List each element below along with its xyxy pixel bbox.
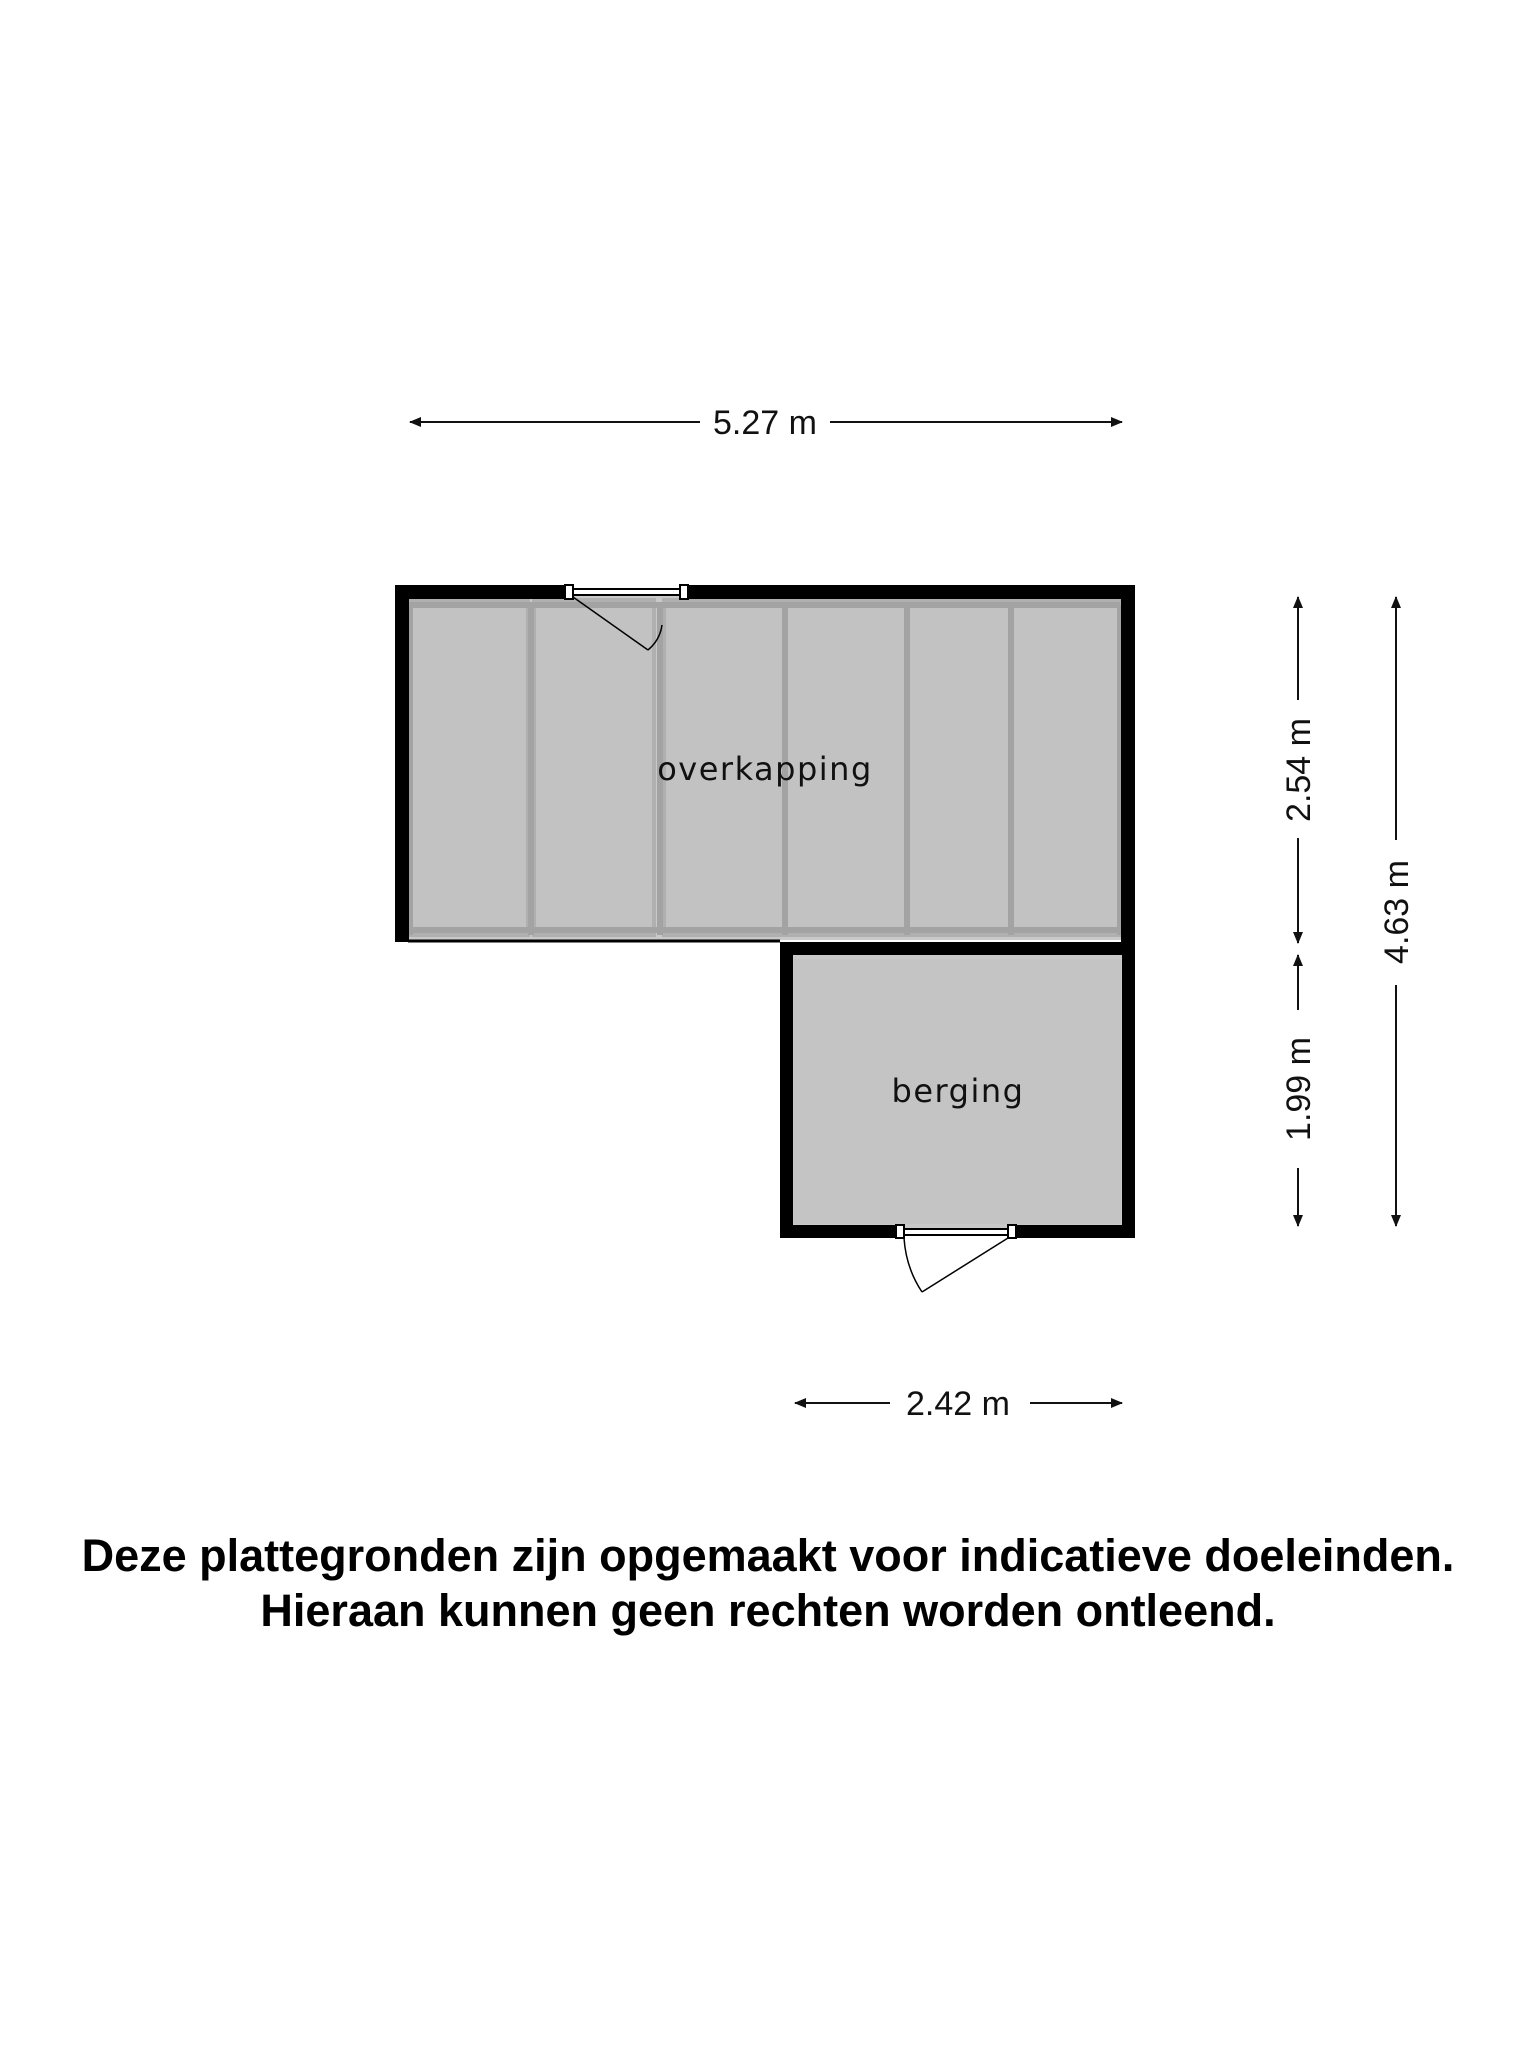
wall-berging-right (1122, 942, 1135, 1238)
wall-berging-top (780, 942, 1135, 955)
disclaimer-line-1: Deze plattegronden zijn opgemaakt voor indicatieve doeleinden. (81, 1530, 1455, 1581)
door-jamb (565, 585, 573, 599)
wall-right-upper (1121, 585, 1135, 945)
roof-panel (908, 600, 1010, 935)
wall-top-left (395, 585, 567, 599)
roof-panel (534, 600, 654, 935)
door-bottom (896, 1225, 1016, 1292)
dimension-label: 2.42 m (906, 1385, 1010, 1423)
dimension-total-height (1378, 597, 1416, 1226)
wall-berging-bottom-left (780, 1225, 898, 1238)
roof-panel (1012, 600, 1120, 935)
dimension-label: 4.63 m (1378, 860, 1416, 964)
dimension-bottom-width (795, 1385, 1122, 1423)
dimension-label: 5.27 m (713, 404, 817, 442)
wall-berging-bottom-right (1013, 1225, 1135, 1238)
door-jamb (896, 1225, 904, 1238)
room-label-overkapping: overkapping (657, 750, 873, 788)
dimension-top-width (410, 404, 1122, 442)
disclaimer-line-2: Hieraan kunnen geen rechten worden ontleend. (260, 1585, 1276, 1636)
berging-room (780, 942, 1135, 1292)
room-label-berging: berging (891, 1072, 1025, 1110)
dimension-label: 1.99 m (1280, 1037, 1318, 1141)
wall-left (395, 585, 409, 942)
dimension-right-upper (1280, 597, 1318, 943)
door-leaf (922, 1238, 1008, 1292)
overkapping-area (395, 585, 1135, 945)
dimension-right-lower (1280, 955, 1318, 1226)
door-jamb (680, 585, 688, 599)
wall-berging-left (780, 942, 793, 1238)
door-jamb (1008, 1225, 1016, 1238)
door-swing-arc (904, 1238, 922, 1292)
roof-panel (408, 600, 528, 935)
dimension-label: 2.54 m (1280, 718, 1318, 822)
wall-top-right (686, 585, 1135, 599)
